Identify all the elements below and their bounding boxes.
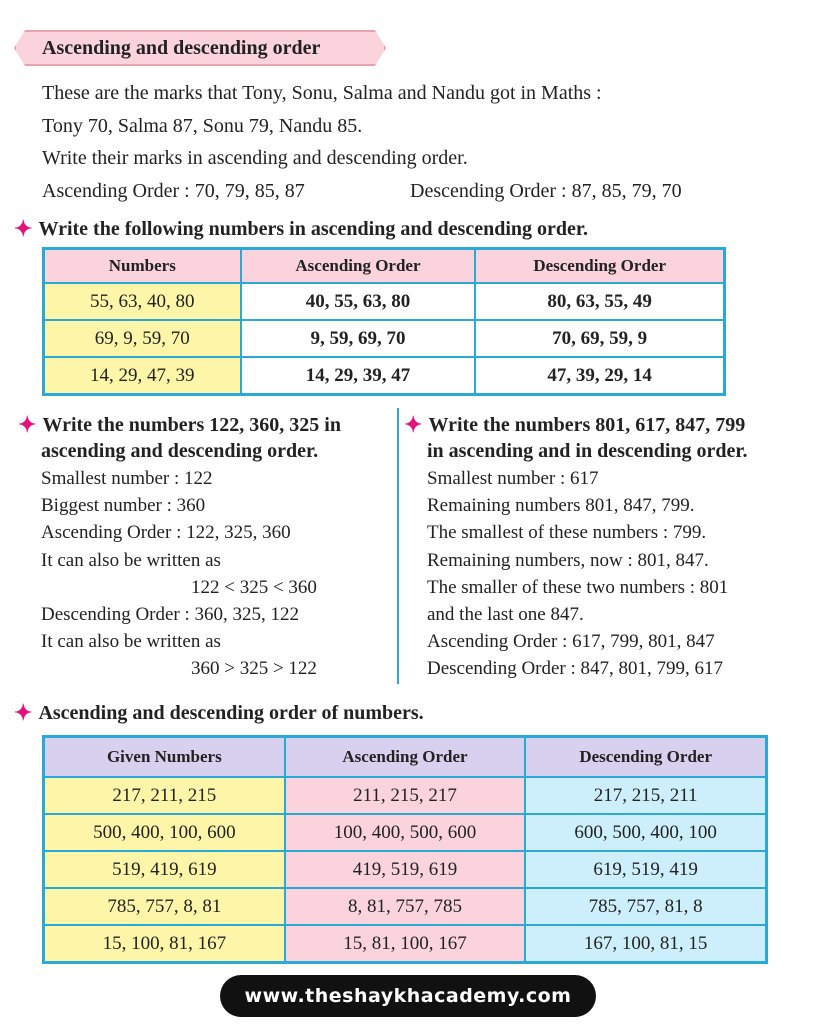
table-cell: 217, 215, 211 [525,777,766,814]
four-point-star-icon: ✦ [14,216,33,241]
header-given-numbers: Given Numbers [44,737,285,777]
intro-line-3: Write their marks in ascending and descending order. [42,147,468,169]
q3-line: The smaller of these two numbers : 801 [427,576,729,598]
q2-line: Smallest number : 122 [41,468,213,489]
q3-line: Smallest number : 617 [427,468,599,489]
table-cell: 15, 100, 81, 167 [44,925,285,962]
intro-descending: Descending Order : 87, 85, 79, 70 [410,179,682,202]
table-cell: 70, 69, 59, 9 [475,320,724,357]
q2-heading-2 [18,438,390,464]
intro-line-1: These are the marks that Tony, Sonu, Salma and Nandu got in Maths : [42,82,602,104]
table-cell: 55, 63, 40, 80 [44,283,241,320]
q3-line: The smallest of these numbers : 799. [427,522,707,544]
q2-line: Biggest number : 360 [41,495,206,517]
q3-heading-line-1: Write the numbers 801, 617, 847, 799 [428,414,746,436]
q4-table [42,735,768,964]
table-cell: 785, 757, 81, 8 [525,888,766,925]
table-row [44,357,724,394]
intro-paragraph [42,77,782,207]
q3-line: Ascending Order : 617, 799, 801, 847 [427,631,715,653]
table-cell: 69, 9, 59, 70 [44,320,241,357]
table-cell: 785, 757, 8, 81 [44,888,285,925]
table-cell: 9, 59, 69, 70 [241,320,476,357]
column-divider [397,408,399,684]
page-title: Ascending and descending order [42,37,321,59]
q2-line: It can also be written as [41,549,221,571]
table-cell: 47, 39, 29, 14 [475,357,724,394]
table-cell: 211, 215, 217 [285,777,526,814]
q4-heading [14,700,424,726]
table-cell: 619, 519, 419 [525,851,766,888]
header-ascending: Ascending Order [285,737,526,777]
q2-line: Ascending Order : 122, 325, 360 [41,522,291,544]
q2-line: It can also be written as [41,631,221,653]
table-header-row [44,249,724,283]
table-row [44,283,724,320]
q3-line: Descending Order : 847, 801, 799, 617 [427,658,724,680]
table-cell: 8, 81, 757, 785 [285,888,526,925]
table-row [44,851,766,888]
table-cell: 14, 29, 39, 47 [241,357,476,394]
q1-table [42,247,726,396]
q2-line: 122 < 325 < 360 [191,576,317,598]
q3-body [404,465,804,683]
table-cell: 80, 63, 55, 49 [475,283,724,320]
table-cell: 600, 500, 400, 100 [525,814,766,851]
q3-line: Remaining numbers 801, 847, 799. [427,495,695,517]
table-cell: 419, 519, 619 [285,851,526,888]
table-cell: 100, 400, 500, 600 [285,814,526,851]
intro-ascending: Ascending Order : 70, 79, 85, 87 [42,179,305,202]
table-cell: 167, 100, 81, 15 [525,925,766,962]
q1-heading-text: Write the following numbers in ascending and descending order. [38,218,588,240]
table-cell: 519, 419, 619 [44,851,285,888]
q4-heading-text: Ascending and descending order of numbers. [38,702,424,724]
q2-section [18,412,390,683]
q3-heading-line-2: in ascending and in descending order. [427,440,748,462]
q2-body [18,465,390,683]
table-row [44,320,724,357]
table-row [44,888,766,925]
q2-heading-line-2: ascending and descending order. [41,440,319,462]
table-row [44,814,766,851]
q3-line: Remaining numbers, now : 801, 847. [427,549,709,571]
table-cell: 40, 55, 63, 80 [241,283,476,320]
header-descending: Descending Order [525,737,766,777]
intro-line-2: Tony 70, Salma 87, Sonu 79, Nandu 85. [42,114,363,137]
four-point-star-icon: ✦ [404,412,423,437]
table-row [44,777,766,814]
q3-line: and the last one 847. [427,604,584,626]
table-row [44,925,766,962]
table-cell: 500, 400, 100, 600 [44,814,285,851]
q3-heading [404,412,804,438]
q3-heading-2 [404,438,804,464]
table-header-row [44,737,766,777]
table-cell: 14, 29, 47, 39 [44,357,241,394]
table-cell: 217, 211, 215 [44,777,285,814]
header-ascending: Ascending Order [241,249,476,283]
header-numbers: Numbers [44,249,241,283]
q1-heading [14,216,588,242]
table-cell: 15, 81, 100, 167 [285,925,526,962]
q2-line: Descending Order : 360, 325, 122 [41,604,300,626]
q2-line: 360 > 325 > 122 [191,658,317,680]
q3-section [404,412,804,683]
q2-heading [18,412,390,438]
website-link[interactable]: www.theshaykhacademy.com [220,975,596,1017]
q2-heading-line-1: Write the numbers 122, 360, 325 in [42,414,341,436]
four-point-star-icon: ✦ [18,412,37,437]
four-point-star-icon: ✦ [14,700,33,725]
header-descending: Descending Order [475,249,724,283]
